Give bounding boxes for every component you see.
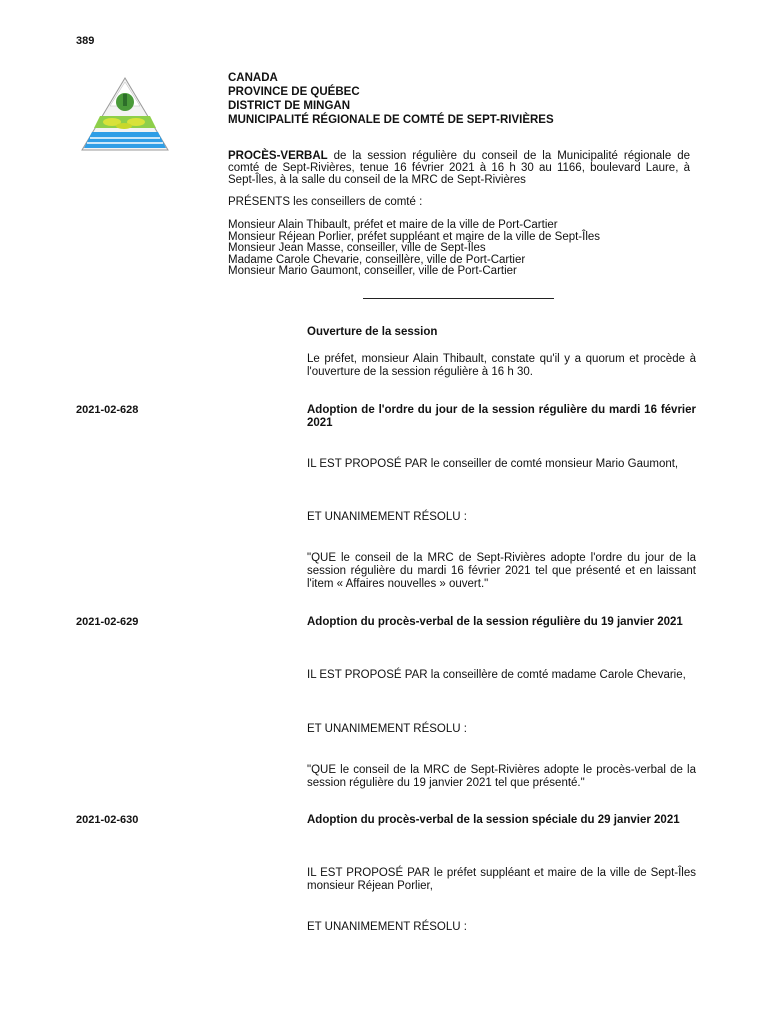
resolution-number: 2021-02-629: [76, 616, 139, 628]
member-item: Monsieur Réjean Porlier, préfet suppléant et maire de la ville de Sept-Îles: [228, 230, 601, 243]
document-header: [228, 71, 554, 127]
intro-paragraph: [228, 150, 690, 186]
resolution-resolved: ET UNANIMEMENT RÉSOLU :: [307, 723, 467, 735]
page-number: 389: [76, 35, 95, 47]
resolution-title: Adoption de l'ordre du jour de la session régulière du mardi 16 février 2021: [307, 404, 696, 429]
resolution-number: 2021-02-630: [76, 814, 139, 826]
resolution-title: Adoption du procès-verbal de la session régulière du 19 janvier 2021: [307, 616, 683, 628]
header-district: DISTRICT DE MINGAN: [228, 100, 351, 112]
header-country: CANADA: [228, 72, 278, 84]
opening-text: Le préfet, monsieur Alain Thibault, constate qu'il y a quorum et procède à l'ouverture de la session régulière à 16 h 30.: [307, 353, 696, 378]
divider: [363, 298, 554, 299]
member-item: Monsieur Jean Masse, conseiller, ville de Sept-Îles: [228, 242, 486, 254]
intro-bold: PROCÈS-VERBAL: [228, 150, 328, 162]
header-province: PROVINCE DE QUÉBEC: [228, 86, 360, 98]
header-municipality: MUNICIPALITÉ RÉGIONALE DE COMTÉ DE SEPT-RIVIÈRES: [228, 114, 554, 126]
member-item: Monsieur Mario Gaumont, conseiller, ville de Port-Cartier: [228, 265, 517, 277]
mrc-logo: [80, 76, 170, 152]
resolution-quote: "QUE le conseil de la MRC de Sept-Rivières adopte l'ordre du jour de la session régulière du mardi 16 février 2021 tel que présenté et en laissant l'item « Affaires nouvelles » ouvert.": [307, 552, 696, 590]
resolution-resolved: ET UNANIMEMENT RÉSOLU :: [307, 921, 467, 933]
member-item: Monsieur Alain Thibault, préfet et maire de la ville de Port-Cartier: [228, 219, 558, 231]
member-item: Madame Carole Chevarie, conseillère, ville de Port-Cartier: [228, 253, 526, 266]
resolution-title: Adoption du procès-verbal de la session spéciale du 29 janvier 2021: [307, 814, 680, 826]
resolution-proposed: IL EST PROPOSÉ PAR la conseillère de comté madame Carole Chevarie,: [307, 669, 686, 681]
resolution-proposed: IL EST PROPOSÉ PAR le conseiller de comté monsieur Mario Gaumont,: [307, 458, 679, 470]
resolution-number: 2021-02-628: [76, 404, 139, 416]
resolution-proposed: IL EST PROPOSÉ PAR le préfet suppléant et maire de la ville de Sept-Îles monsieur Réjean Porlier,: [307, 867, 696, 892]
members-list: [228, 220, 600, 278]
opening-title: Ouverture de la session: [307, 326, 438, 338]
intro-text: de la session régulière du conseil de la Municipalité régionale de comté de Sept-Rivières, tenue 16 février 2021 à 16 h 30 au 1166, boulevard Laure, à Sept-Îles, à la salle du conseil de la MRC de Sept-Rivières: [228, 150, 690, 186]
presents-label: PRÉSENTS les conseillers de comté :: [228, 196, 423, 208]
resolution-quote: "QUE le conseil de la MRC de Sept-Rivières adopte le procès-verbal de la session régulière du 19 janvier 2021 tel que présenté.": [307, 764, 696, 789]
resolution-resolved: ET UNANIMEMENT RÉSOLU :: [307, 511, 467, 523]
